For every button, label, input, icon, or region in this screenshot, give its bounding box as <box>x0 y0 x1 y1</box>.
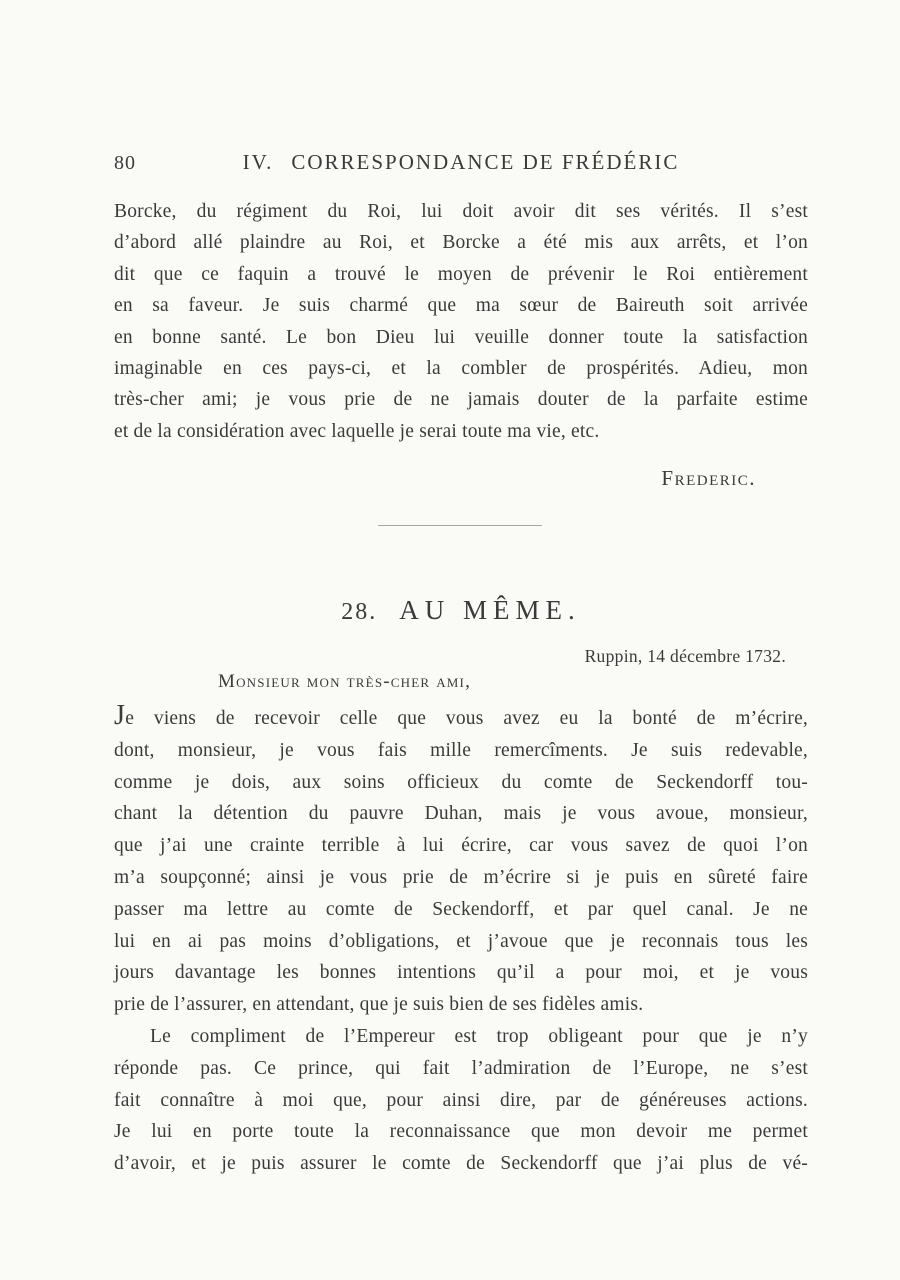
letter-28-body <box>114 700 808 1180</box>
text-line: très-cher ami; je vous prie de ne jamais douter de la parfaite estime <box>114 389 808 411</box>
signature-line <box>114 466 808 491</box>
text-line: et de la considération avec laquelle je serai toute ma vie, etc. <box>114 420 600 442</box>
running-title-section: IV. <box>242 150 274 174</box>
page-number: 80 <box>114 152 136 174</box>
signature: Frederic. <box>661 466 756 490</box>
running-title <box>114 150 808 175</box>
text-line: Je lui en porte toute la reconnaissance que mon devoir me permet <box>114 1121 808 1143</box>
letter-number: 28. <box>341 599 378 625</box>
text-line: d’avoir, et je puis assurer le comte de Seckendorff que j’ai plus de vé- <box>114 1153 808 1175</box>
text-line: Le compliment de l’Empereur est trop obligeant pour que je n’y <box>150 1025 808 1047</box>
letter-27-body <box>114 196 808 447</box>
text-line: jours davantage les bonnes intentions qu’il a pour moi, et je vous <box>114 962 808 984</box>
text-line: Je viens de recevoir celle que vous avez eu la bonté de m’écrire, <box>114 700 808 731</box>
dateline <box>114 646 808 667</box>
text-line: lui en ai pas moins d’obligations, et j’avoue que je reconnais tous les <box>114 930 808 952</box>
page-header <box>114 150 808 180</box>
text-line: m’a soupçonné; ainsi je vous prie de m’écrire si je puis en sûreté faire <box>114 866 808 888</box>
text-line: que j’ai une crainte terrible à lui écrire, car vous savez de quoi l’on <box>114 835 808 857</box>
text-line: comme je dois, aux soins officieux du comte de Seckendorff tou- <box>114 771 808 793</box>
text-line: en bonne santé. Le bon Dieu lui veuille donner toute la satisfaction <box>114 326 808 348</box>
section-divider <box>378 525 542 526</box>
salutation: Monsieur mon très-cher ami, <box>218 671 472 692</box>
running-title-text: CORRESPONDANCE DE FRÉDÉRIC <box>291 150 680 174</box>
text-line: passer ma lettre au comte de Seckendorff, et par quel canal. Je ne <box>114 898 808 920</box>
text-line: prie de l’assurer, en attendant, que je suis bien de ses fidèles amis. <box>114 994 644 1016</box>
text-line: dont, monsieur, je vous fais mille remercîments. Je suis redevable, <box>114 739 808 761</box>
text-line: Borcke, du régiment du Roi, lui doit avoir dit ses vérités. Il s’est <box>114 201 808 222</box>
text-line: d’abord allé plaindre au Roi, et Borcke a été mis aux arrêts, et l’on <box>114 232 808 254</box>
drop-cap-initial: J <box>114 700 126 731</box>
text-line: imaginable en ces pays-ci, et la combler de prospérités. Adieu, mon <box>114 357 808 379</box>
text-line: en sa faveur. Je suis charmé que ma sœur de Baireuth soit arrivée <box>114 295 808 317</box>
text-line: dit que ce faquin a trouvé le moyen de prévenir le Roi entièrement <box>114 263 808 285</box>
dateline-text: Ruppin, 14 décembre 1732. <box>584 646 786 666</box>
text-line: fait connaître à moi que, pour ainsi dire, par de généreuses actions. <box>114 1089 808 1111</box>
letter-heading <box>114 595 808 626</box>
text-line: chant la détention du pauvre Duhan, mais je vous avoue, monsieur, <box>114 803 808 825</box>
text-line: réponde pas. Ce prince, qui fait l’admiration de l’Europe, ne s’est <box>114 1057 808 1079</box>
letter-title: AU MÊME. <box>399 595 581 625</box>
